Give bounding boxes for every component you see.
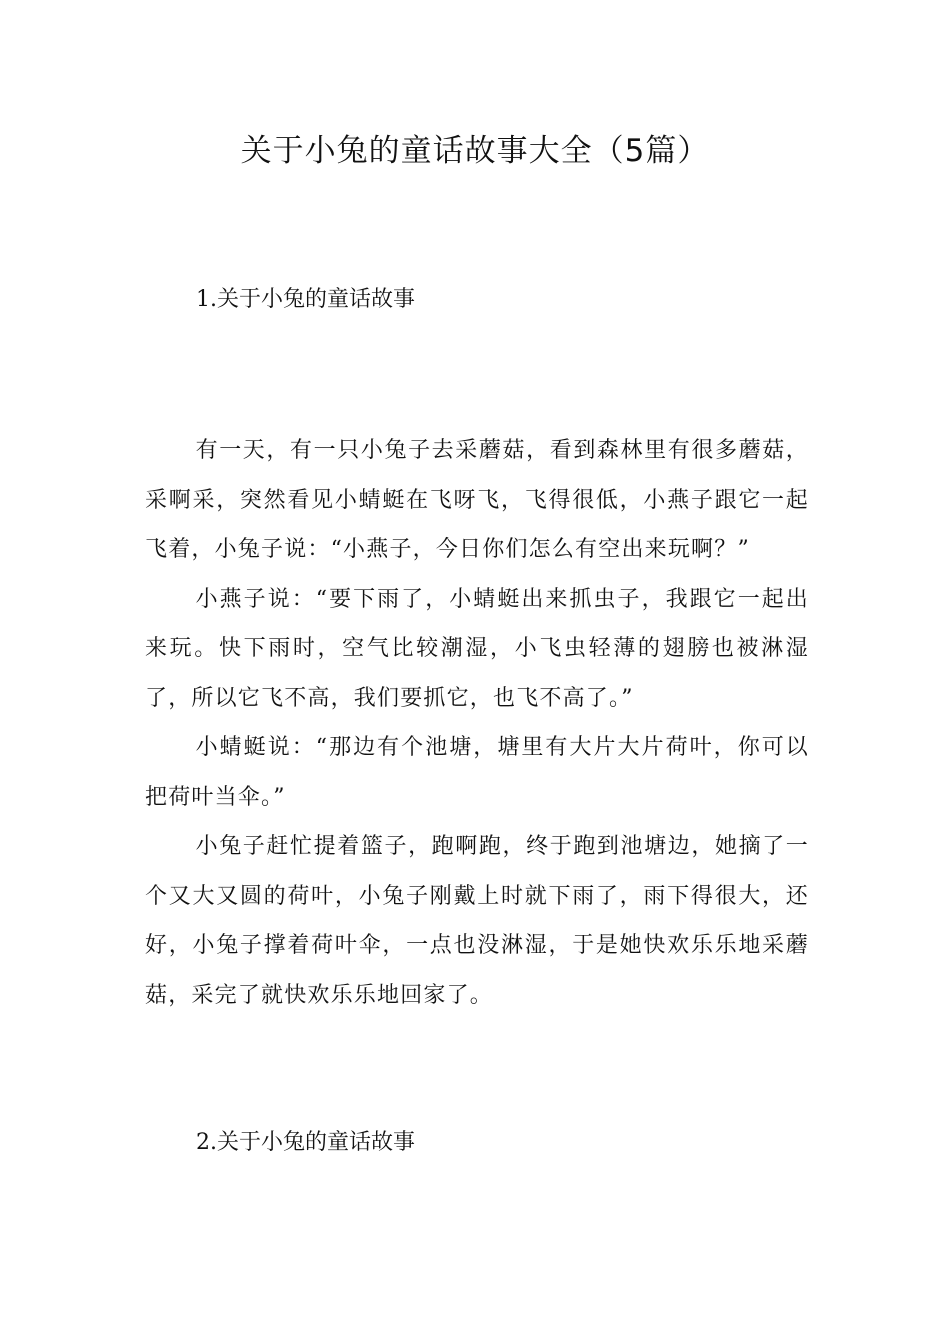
paragraph-1: 有一天，有一只小兔子去采蘑菇，看到森林里有很多蘑菇，采啊采，突然看见小蜻蜓在飞呀飞，飞得很低，小燕子跟它一起飞着，小兔子说：“小燕子，今日你们怎么有空出来玩啊？” xyxy=(145,438,809,562)
section-1-heading: 1.关于小兔的童话故事 xyxy=(196,287,415,312)
paragraph-4: 小兔子赶忙提着篮子，跑啊跑，终于跑到池塘边，她摘了一个又大又圆的荷叶，小兔子刚戴上时就下雨了，雨下得很大，还好，小兔子撑着荷叶伞，一点也没淋湿，于是她快欢乐乐地采蘑菇，采完了就快欢乐乐地回家了。 xyxy=(145,834,809,1008)
section-2-heading: 2.关于小兔的童话故事 xyxy=(196,1130,415,1155)
story-body xyxy=(145,426,809,1020)
paragraph-2: 小燕子说：“要下雨了，小蜻蜓出来抓虫子，我跟它一起出来玩。快下雨时，空气比较潮湿，小飞虫轻薄的翅膀也被淋湿了，所以它飞不高，我们要抓它，也飞不高了。” xyxy=(145,586,809,711)
document-title: 关于小兔的童话故事大全（5篇） xyxy=(240,133,710,169)
paragraph-3: 小蜻蜓说：“那边有个池塘，塘里有大片大片荷叶，你可以把荷叶当伞。” xyxy=(145,735,809,810)
